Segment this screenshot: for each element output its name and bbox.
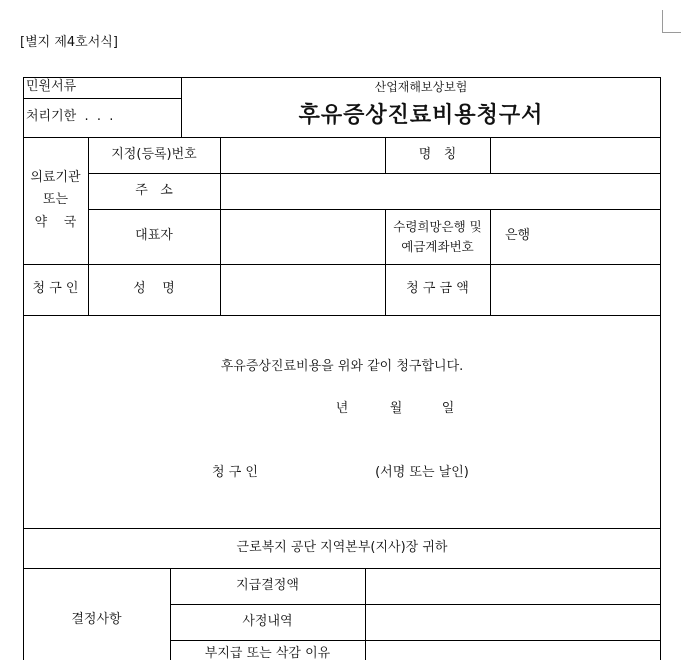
date-day[interactable]: 일 [441,400,455,416]
form-number: [별지 제4호서식] [20,34,118,50]
date-month[interactable]: 월 [389,400,403,416]
representative-label: 대표자 [135,228,173,244]
bank-account-label: 수령희망은행 및 예금계좌번호 [393,219,482,254]
claimant-name-field[interactable] [220,264,385,315]
page-corner-mark [662,32,681,33]
signature-claimant-label: 청 구 인 [212,464,258,480]
representative-field[interactable] [220,209,385,264]
table-line [23,315,661,316]
assessment-details-label: 사정내역 [242,613,293,629]
claim-statement: 후유증상진료비용을 위와 같이 청구합니다. [220,358,464,374]
claim-amount-field[interactable] [490,264,660,315]
payment-amount-field[interactable] [365,568,660,604]
form-title: 후유증상진료비용청구서 [298,102,544,128]
bank-suffix: 은행 [505,228,531,244]
registration-number-field[interactable] [220,137,385,173]
signature-field[interactable]: (서명 또는 날인) [375,464,469,480]
civil-document-label: 민원서류 [26,79,77,95]
date-year[interactable]: 년 [335,400,349,416]
decision-section-label: 결정사항 [71,611,122,627]
institution-name-label: 명 칭 [418,146,457,162]
page-corner-mark [662,10,663,32]
assessment-details-field[interactable] [365,604,660,640]
institution-section-label: 의료기관 또는 약 국 [30,170,81,230]
claimant-section-label: 청 구 인 [32,281,79,297]
insurance-subtitle: 산업재해보상보험 [374,79,468,94]
processing-deadline-label: 처리기한 . . . [26,109,114,125]
denial-reason-label: 부지급 또는 삭감 이유 [204,646,331,661]
denial-reason-field[interactable] [365,640,660,660]
payment-amount-label: 지급결정액 [236,577,299,593]
claimant-name-label: 성 명 [133,281,175,297]
claim-amount-label: 청 구 금 액 [406,281,469,297]
institution-name-field[interactable] [490,137,660,173]
address-field[interactable] [220,173,660,209]
addressee: 근로복지 공단 지역본부(지사)장 귀하 [236,539,448,555]
bank-account-field[interactable] [490,209,660,264]
registration-number-label: 지정(등록)번호 [111,146,197,162]
address-label: 주 소 [135,182,173,198]
